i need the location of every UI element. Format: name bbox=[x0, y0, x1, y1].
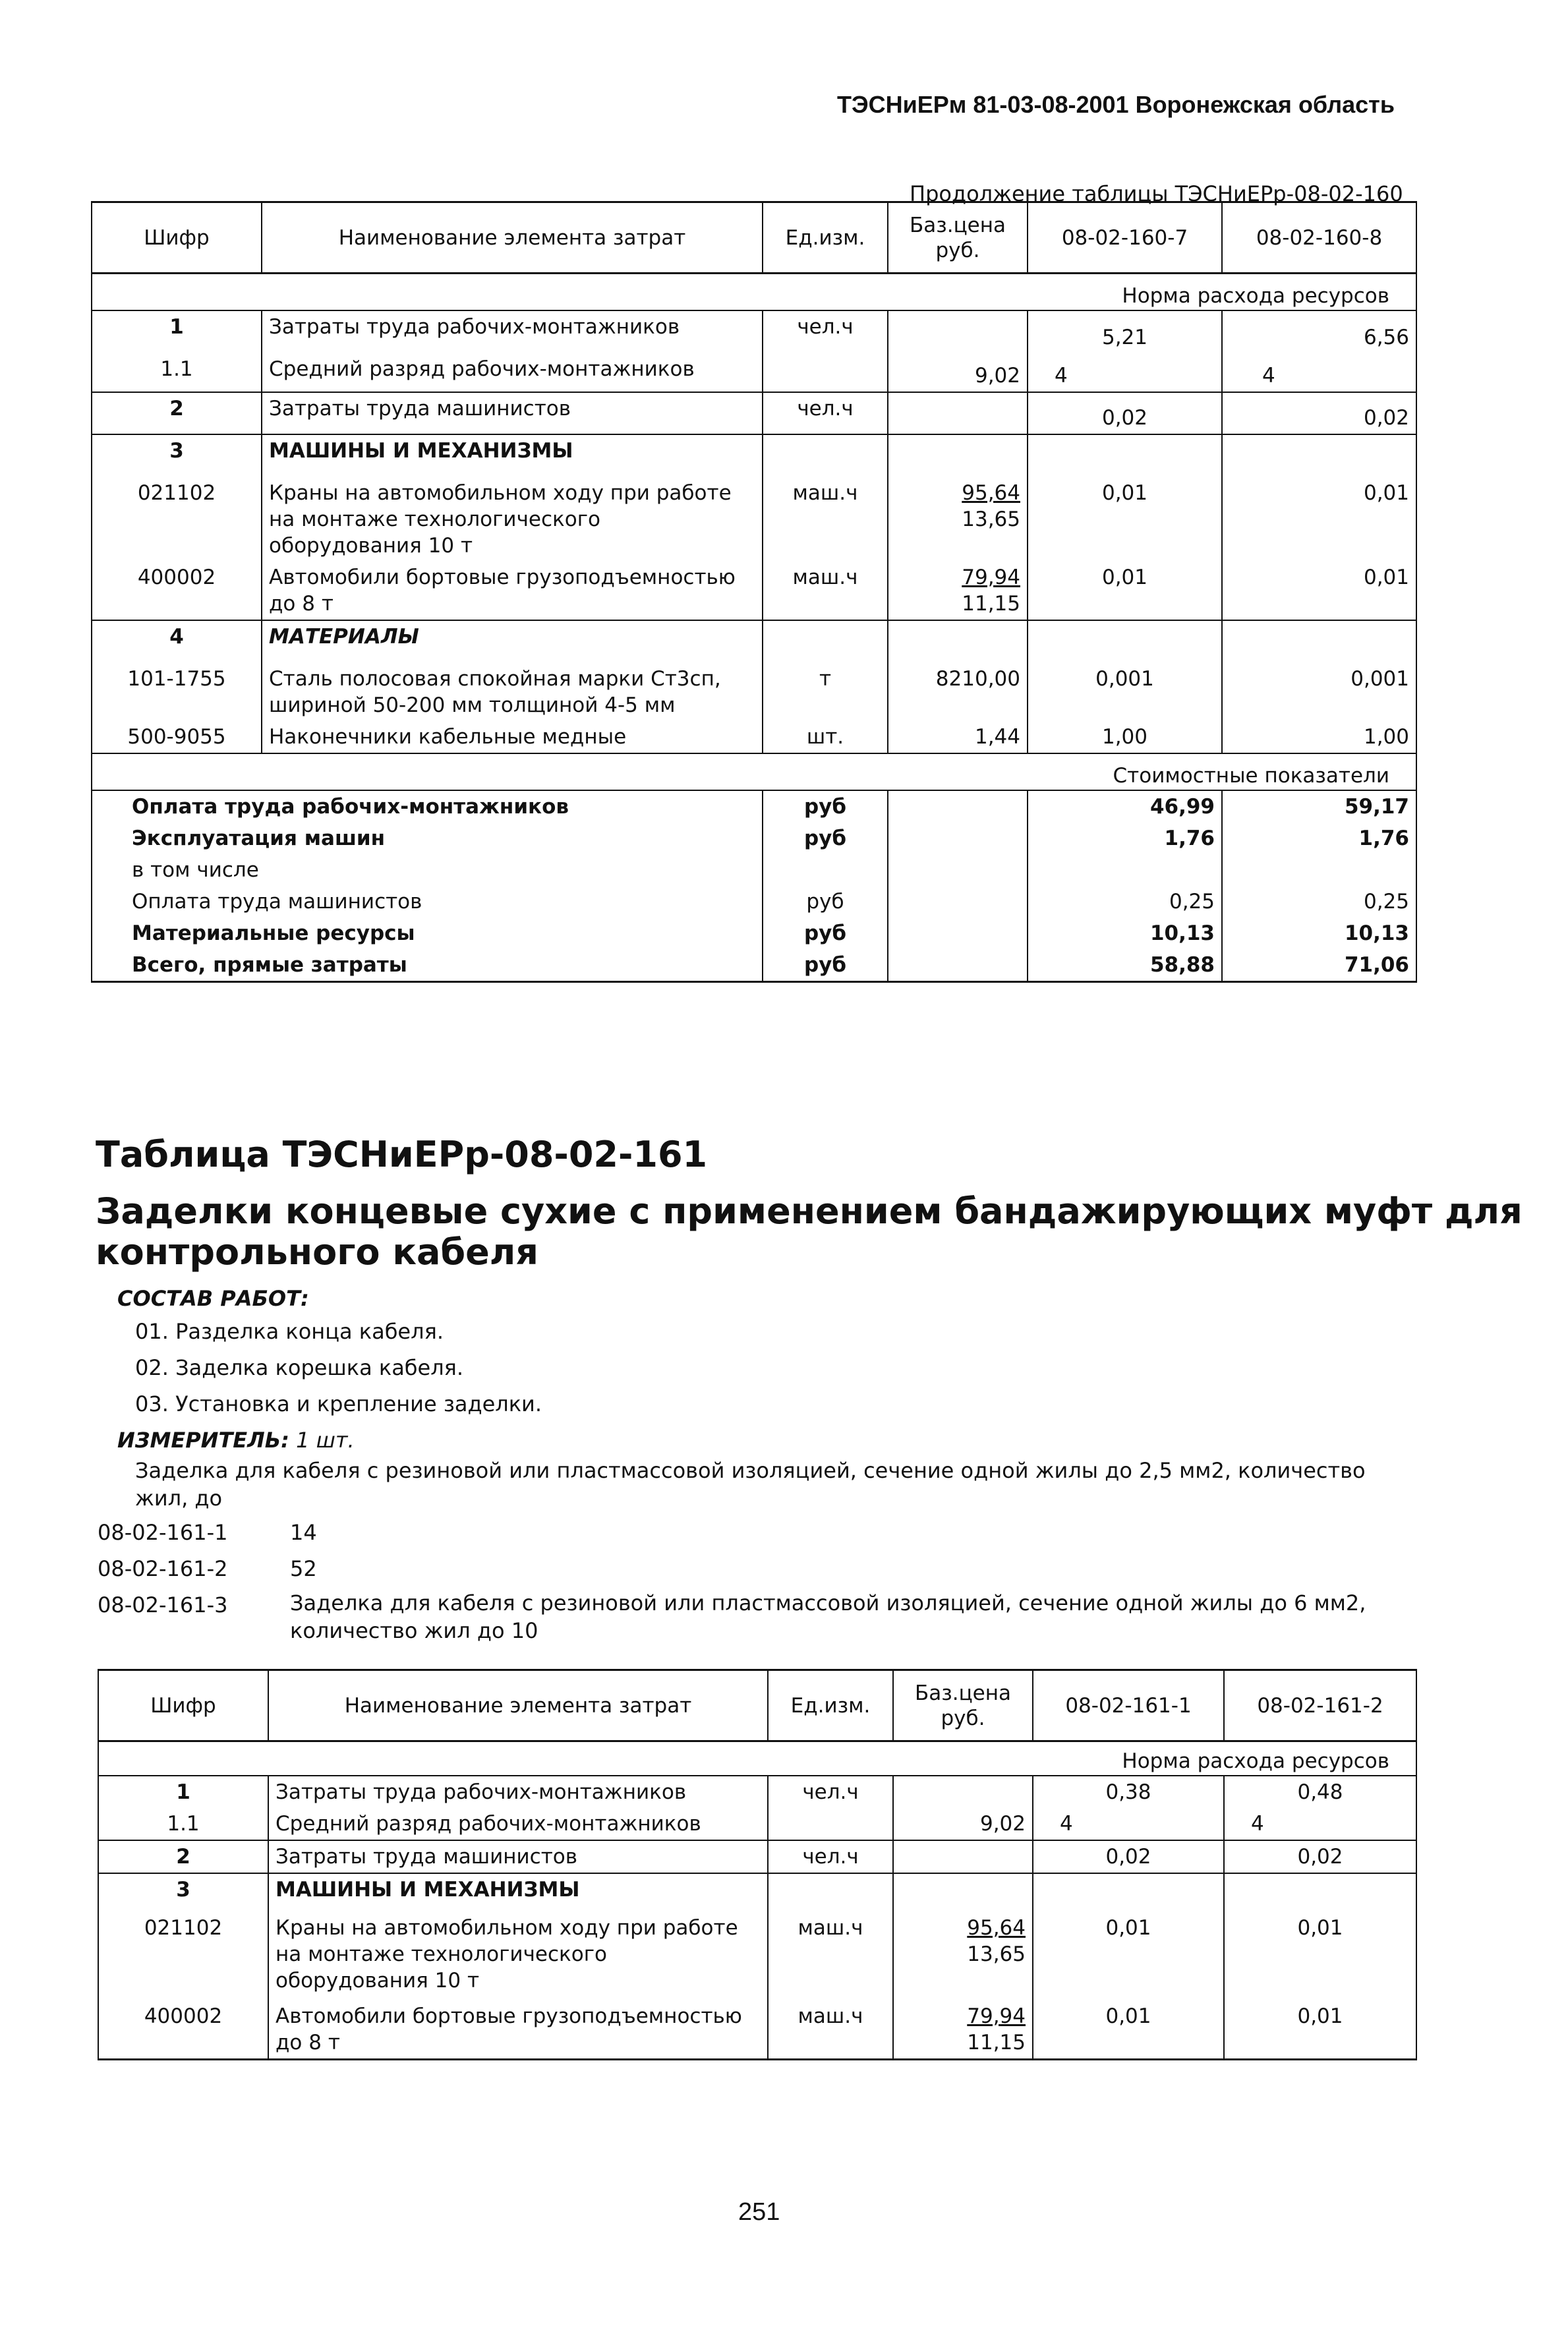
work-item: 02. Заделка корешка кабеля. bbox=[135, 1355, 464, 1380]
cost-row: Эксплуатация машин руб 1,76 1,76 bbox=[92, 823, 1416, 854]
item-text: 52 bbox=[290, 1556, 317, 1581]
resource-table-160 bbox=[91, 201, 1417, 983]
item-code: 08-02-161-3 bbox=[98, 1592, 228, 1617]
table-row: 1 Затраты труда рабочих-монтажников чел.ч 0,38 0,48 bbox=[98, 1776, 1416, 1808]
section-subtitle-line2: контрольного кабеля bbox=[96, 1231, 538, 1273]
col-header-name: Наименование элемента затрат bbox=[262, 202, 763, 274]
meter-value: 1 шт. bbox=[296, 1428, 355, 1453]
cost-row: Оплата труда рабочих-монтажников руб 46,99 59,17 bbox=[92, 790, 1416, 823]
table-row: 021102 Краны на автомобильном ходу при работе на монтаже технологического оборудования 10 т маш.ч 95,64 13,65 0,01 0,01 bbox=[98, 1906, 1416, 1996]
col-header-name: Наименование элемента затрат bbox=[268, 1670, 768, 1741]
item-text: Заделка для кабеля с резиновой или пластмассовой изоляцией, сечение одной жилы до 6 мм2, bbox=[290, 1590, 1366, 1616]
table-continuation-label: Продолжение таблицы ТЭСНиЕРр-08-02-160 bbox=[910, 181, 1403, 206]
cost-row: Всего, прямые затраты руб 58,88 71,06 bbox=[92, 949, 1416, 982]
norm-label: Норма расхода ресурсов bbox=[98, 1741, 1416, 1776]
description-line: жил, до bbox=[135, 1486, 223, 1511]
table-row: 4 МАТЕРИАЛЫ bbox=[92, 620, 1416, 653]
col-header-variant-a: 08-02-160-7 bbox=[1028, 202, 1222, 274]
cost-row: Материальные ресурсы руб 10,13 10,13 bbox=[92, 917, 1416, 949]
col-header-code: Шифр bbox=[98, 1670, 268, 1741]
table-row: 101-1755 Сталь полосовая спокойная марки Ст3сп, шириной 50-200 мм толщиной 4-5 мм т 8210,00 0,001 0,001 bbox=[92, 653, 1416, 721]
cost-row: Оплата труда машинистов руб 0,25 0,25 bbox=[92, 886, 1416, 917]
table-row: 021102 Краны на автомобильном ходу при работе на монтаже технологического оборудования 10 т маш.ч 95,64 13,65 0,01 0,01 bbox=[92, 467, 1416, 562]
col-header-unit: Ед.изм. bbox=[763, 202, 888, 274]
item-code: 08-02-161-1 bbox=[98, 1520, 228, 1545]
work-item: 01. Разделка конца кабеля. bbox=[135, 1319, 444, 1344]
section-subtitle-line1: Заделки концевые сухие с применением бандажирующих муфт для bbox=[96, 1190, 1523, 1232]
norm-label: Норма расхода ресурсов bbox=[92, 274, 1416, 310]
table-row: 400002 Автомобили бортовые грузоподъемностью до 8 т маш.ч 79,94 11,15 0,01 0,01 bbox=[92, 562, 1416, 620]
work-item: 03. Установка и крепление заделки. bbox=[135, 1391, 542, 1416]
col-header-code: Шифр bbox=[92, 202, 262, 274]
col-header-price: Баз.цена руб. bbox=[893, 1670, 1033, 1741]
meter-label: ИЗМЕРИТЕЛЬ: bbox=[117, 1428, 289, 1453]
works-label: СОСТАВ РАБОТ: bbox=[117, 1286, 309, 1311]
col-header-unit: Ед.изм. bbox=[768, 1670, 893, 1741]
table-row: 2 Затраты труда машинистов чел.ч 0,02 0,02 bbox=[92, 392, 1416, 434]
table-row: 1 Затраты труда рабочих-монтажников чел.ч 5,21 6,56 bbox=[92, 310, 1416, 353]
resource-table-161 bbox=[98, 1669, 1417, 2060]
cost-row: в том числе bbox=[92, 854, 1416, 886]
table-row: 2 Затраты труда машинистов чел.ч 0,02 0,02 bbox=[98, 1840, 1416, 1873]
col-header-variant-a: 08-02-161-1 bbox=[1033, 1670, 1224, 1741]
item-text: 14 bbox=[290, 1520, 317, 1545]
table-row: 500-9055 Наконечники кабельные медные шт. 1,44 1,00 1,00 bbox=[92, 721, 1416, 753]
table-row: 1.1 Средний разряд рабочих-монтажников 9,02 4 4 bbox=[98, 1808, 1416, 1840]
table-row: 3 МАШИНЫ И МЕХАНИЗМЫ bbox=[98, 1873, 1416, 1906]
col-header-variant-b: 08-02-161-2 bbox=[1224, 1670, 1416, 1741]
item-text: количество жил до 10 bbox=[290, 1618, 538, 1643]
table-row: 1.1 Средний разряд рабочих-монтажников 9,02 4 4 bbox=[92, 353, 1416, 392]
item-code: 08-02-161-2 bbox=[98, 1556, 228, 1581]
cost-label: Стоимостные показатели bbox=[92, 753, 1416, 790]
col-header-price: Баз.цена руб. bbox=[888, 202, 1028, 274]
description-line: Заделка для кабеля с резиновой или пластмассовой изоляцией, сечение одной жилы до 2,5 мм2, количество bbox=[135, 1458, 1366, 1483]
table-row: 3 МАШИНЫ И МЕХАНИЗМЫ bbox=[92, 434, 1416, 467]
document-header: ТЭСНиЕРм 81-03-08-2001 Воронежская область bbox=[837, 91, 1395, 118]
table-row: 400002 Автомобили бортовые грузоподъемностью до 8 т маш.ч 79,94 11,15 0,01 0,01 bbox=[98, 1996, 1416, 2060]
section-title: Таблица ТЭСНиЕРр-08-02-161 bbox=[96, 1134, 708, 1175]
col-header-variant-b: 08-02-160-8 bbox=[1222, 202, 1416, 274]
page-number: 251 bbox=[738, 2198, 780, 2226]
